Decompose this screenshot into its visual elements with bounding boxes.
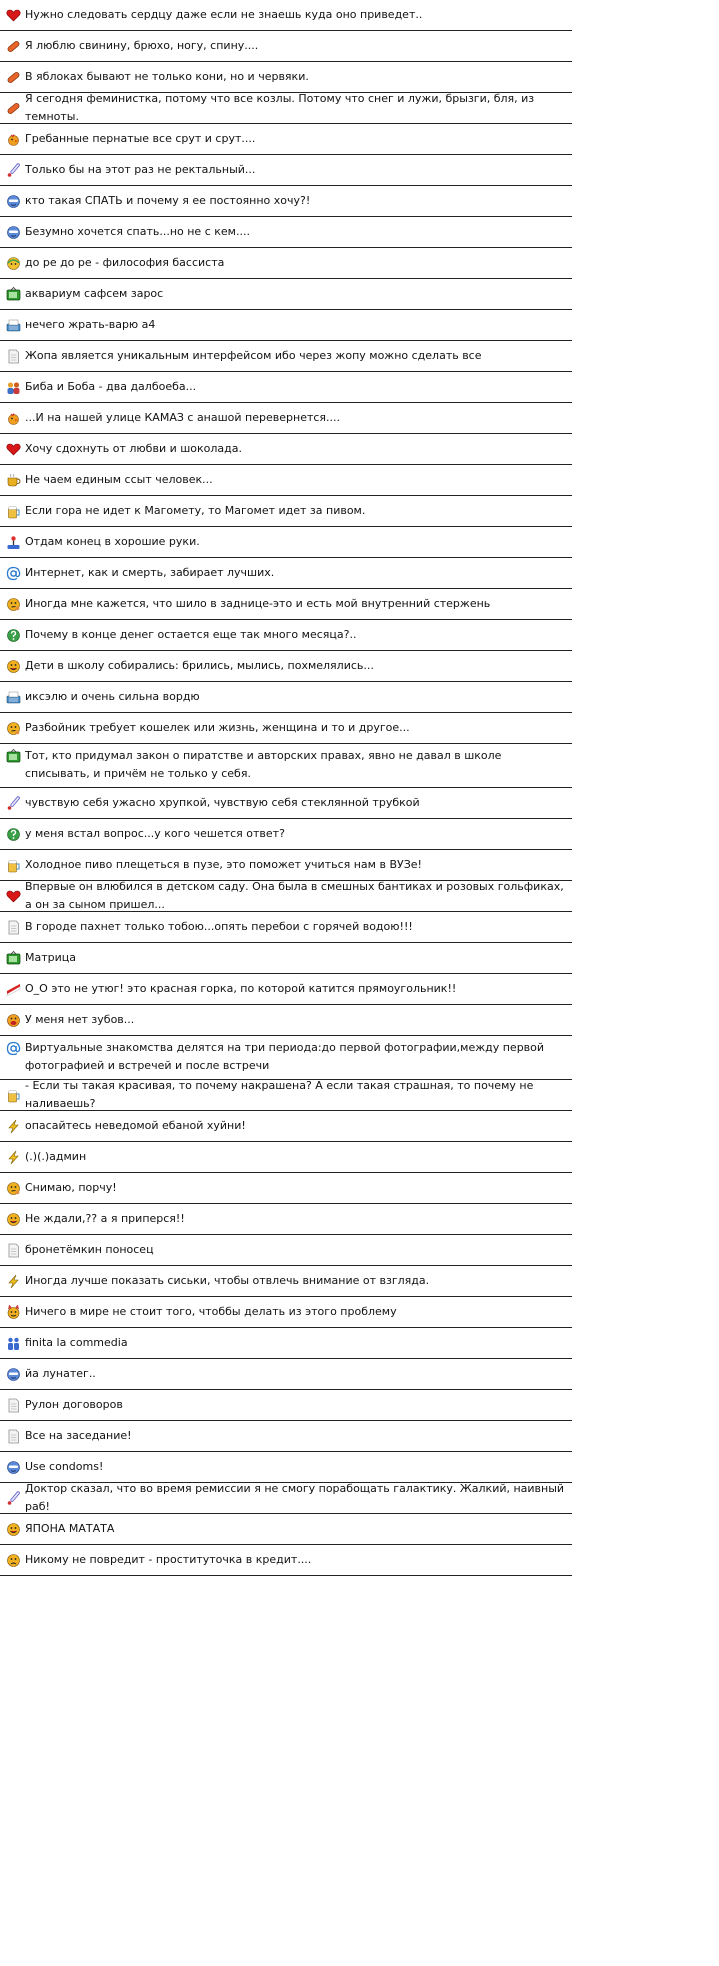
list-item <box>0 1111 572 1142</box>
heart-icon <box>6 8 21 23</box>
sad-smiley-icon <box>6 1553 21 1568</box>
sausage-icon <box>6 101 21 116</box>
thermometer-icon <box>6 796 21 811</box>
status-text: иксэлю и очень сильна вордю <box>25 690 200 703</box>
list-item <box>0 1036 572 1080</box>
status-text: нечего жрать-варю а4 <box>25 318 156 331</box>
list-item <box>0 1142 572 1173</box>
list-item <box>0 434 572 465</box>
status-text: Не чаем единым ссыт человек... <box>25 473 213 486</box>
tv-icon <box>6 287 21 302</box>
typewriter-icon <box>6 318 21 333</box>
list-item <box>0 850 572 881</box>
sleepy-smiley-icon <box>6 194 21 209</box>
status-text: Интернет, как и смерть, забирает лучших. <box>25 566 275 579</box>
list-item <box>0 912 572 943</box>
status-text: (.)(.)админ <box>25 1150 87 1163</box>
flag-icon <box>6 982 21 997</box>
lightning-icon <box>6 1274 21 1289</box>
status-text: ЯПОНА МАТАТА <box>25 1522 115 1535</box>
status-text: Если гора не идет к Магомету, то Магомет идет за пивом. <box>25 504 366 517</box>
status-text: бронетёмкин поносец <box>25 1243 154 1256</box>
coffee-icon <box>6 473 21 488</box>
status-text: Виртуальные знакомства делятся на три периода:до первой фотографии,между первой фотографией и встречей и после встречи <box>25 1041 545 1072</box>
joystick-icon <box>6 535 21 550</box>
status-text: Разбойник требует кошелек или жизнь, женщина и то и другое... <box>25 721 410 734</box>
devil-smiley-icon <box>6 1305 21 1320</box>
list-item <box>0 713 572 744</box>
status-text: Холодное пиво плещеться в пузе, это поможет учиться нам в ВУЗе! <box>25 858 422 871</box>
status-text: Все на заседание! <box>25 1429 132 1442</box>
status-text: йа лунатег.. <box>25 1367 96 1380</box>
list-item <box>0 155 572 186</box>
status-text: Доктор сказал, что во время ремиссии я не смогу порабощать галактику. Жалкий, наивный раб! <box>25 1482 565 1513</box>
thinking-smiley-icon <box>6 597 21 612</box>
list-item <box>0 1514 572 1545</box>
list-item <box>0 186 572 217</box>
status-text: Только бы на этот раз не ректальный... <box>25 163 256 176</box>
list-item <box>0 372 572 403</box>
list-item <box>0 496 572 527</box>
list-item <box>0 1452 572 1483</box>
status-text: Иногда лучше показать сиськи, чтобы отвлечь внимание от взгляда. <box>25 1274 430 1287</box>
people-icon <box>6 1336 21 1351</box>
at-icon <box>6 1041 21 1056</box>
at-icon <box>6 566 21 581</box>
status-text: О_О это не утюг! это красная горка, по которой катится прямоугольник!! <box>25 982 457 995</box>
status-text: аквариум сафсем зарос <box>25 287 164 300</box>
status-text: до ре до ре - философия бассиста <box>25 256 225 269</box>
list-item <box>0 1483 572 1514</box>
heart-icon <box>6 442 21 457</box>
status-text: Рулон договоров <box>25 1398 123 1411</box>
smiley-icon <box>6 1522 21 1537</box>
status-text: Use condoms! <box>25 1460 104 1473</box>
list-item <box>0 217 572 248</box>
status-text: finita la commedia <box>25 1336 128 1349</box>
sleepy-smiley-icon <box>6 1460 21 1475</box>
paper-icon <box>6 1429 21 1444</box>
status-text: у меня встал вопрос...у кого чешется ответ? <box>25 827 285 840</box>
status-text: Хочу сдохнуть от любви и шоколада. <box>25 442 243 455</box>
status-text: Отдам конец в хорошие руки. <box>25 535 200 548</box>
status-text: У меня нет зубов... <box>25 1013 135 1026</box>
status-text: кто такая СПАТЬ и почему я ее постоянно хочу?! <box>25 194 311 207</box>
list-item <box>0 93 572 124</box>
status-text: Я сегодня феминистка, потому что все козлы. Потому что снег и лужи, брызги, бля, из темноты. <box>25 92 535 123</box>
list-item <box>0 589 572 620</box>
sleepy-smiley-icon <box>6 225 21 240</box>
list-item <box>0 1328 572 1359</box>
status-text: Тот, кто придумал закон о пиратстве и авторских правах, явно не давал в школе списывать, и причём не только у себя. <box>25 749 502 780</box>
music-smiley-icon <box>6 256 21 271</box>
list-item <box>0 248 572 279</box>
thinking-smiley-icon <box>6 1181 21 1196</box>
question-icon <box>6 827 21 842</box>
list-item <box>0 310 572 341</box>
list-item <box>0 1005 572 1036</box>
chick-icon <box>6 411 21 426</box>
status-text: Гребанные пернатые все срут и срут.... <box>25 132 256 145</box>
list-item <box>0 1390 572 1421</box>
status-text: Ничего в мире не стоит того, чтоббы делать из этого проблему <box>25 1305 397 1318</box>
list-item <box>0 1080 572 1111</box>
sausage-icon <box>6 39 21 54</box>
sausage-icon <box>6 70 21 85</box>
smiley-icon <box>6 1212 21 1227</box>
question-icon <box>6 628 21 643</box>
status-text: Иногда мне кажется, что шило в заднице-это и есть мой внутренний стержень <box>25 597 491 610</box>
toothless-smiley-icon <box>6 1013 21 1028</box>
lightning-icon <box>6 1150 21 1165</box>
list-item <box>0 1359 572 1390</box>
status-text: - Если ты такая красивая, то почему накрашена? А если такая страшная, то почему не наливаешь? <box>25 1079 534 1110</box>
chick-icon <box>6 132 21 147</box>
list-item <box>0 31 572 62</box>
status-text: Безумно хочется спать...но не с кем.... <box>25 225 250 238</box>
tv-icon <box>6 951 21 966</box>
status-text: Впервые он влюбился в детском саду. Она была в смешных бантиках и розовых гольфиках, а он за сыном пришел... <box>25 880 564 911</box>
list-item <box>0 403 572 434</box>
paper-icon <box>6 1243 21 1258</box>
status-text: Я люблю свинину, брюхо, ногу, спину.... <box>25 39 259 52</box>
list-item <box>0 527 572 558</box>
paper-icon <box>6 1398 21 1413</box>
list-item <box>0 1421 572 1452</box>
list-item <box>0 788 572 819</box>
lightning-icon <box>6 1119 21 1134</box>
list-item <box>0 465 572 496</box>
list-item <box>0 744 572 788</box>
list-item <box>0 1204 572 1235</box>
paper-icon <box>6 920 21 935</box>
list-item <box>0 279 572 310</box>
list-item <box>0 1266 572 1297</box>
list-item <box>0 0 572 31</box>
list-item <box>0 1297 572 1328</box>
status-text: Нужно следовать сердцу даже если не знаешь куда оно приведет.. <box>25 8 423 21</box>
list-item <box>0 62 572 93</box>
typewriter-icon <box>6 690 21 705</box>
paper-icon <box>6 349 21 364</box>
list-item <box>0 881 572 912</box>
tv-icon <box>6 749 21 764</box>
beer-icon <box>6 858 21 873</box>
status-text: ...И на нашей улице КАМАЗ с анашой перевернется.... <box>25 411 341 424</box>
list-item <box>0 1235 572 1266</box>
smiley-icon <box>6 659 21 674</box>
status-text: В городе пахнет только тобою...опять перебои с горячей водою!!! <box>25 920 413 933</box>
status-text: Дети в школу собирались: брились, мылись, похмелялись... <box>25 659 374 672</box>
list-item <box>0 682 572 713</box>
list-item <box>0 124 572 155</box>
list-item <box>0 620 572 651</box>
heart-icon <box>6 889 21 904</box>
status-text: Матрица <box>25 951 76 964</box>
status-text: Не ждали,?? а я приперся!! <box>25 1212 185 1225</box>
status-text: Никому не повредит - проституточка в кредит.... <box>25 1553 312 1566</box>
list-item <box>0 341 572 372</box>
status-text: Биба и Боба - два далбоеба... <box>25 380 197 393</box>
list-item <box>0 974 572 1005</box>
beer-icon <box>6 504 21 519</box>
list-item <box>0 1545 572 1576</box>
status-text: Почему в конце денег остается еще так много месяца?.. <box>25 628 357 641</box>
list-item <box>0 558 572 589</box>
status-text: Снимаю, порчу! <box>25 1181 117 1194</box>
status-text: В яблоках бывают не только кони, но и червяки. <box>25 70 309 83</box>
list-item <box>0 1173 572 1204</box>
list-item <box>0 943 572 974</box>
status-text: опасайтесь неведомой ебаной хуйни! <box>25 1119 246 1132</box>
beer-icon <box>6 1088 21 1103</box>
list-item <box>0 819 572 850</box>
status-text: чувствую себя ужасно хрупкой, чувствую себя стеклянной трубкой <box>25 796 420 809</box>
thermometer-icon <box>6 1491 21 1506</box>
friends-icon <box>6 380 21 395</box>
list-item <box>0 651 572 682</box>
sleepy-smiley-icon <box>6 1367 21 1382</box>
thinking-smiley-icon <box>6 721 21 736</box>
status-text: Жопа является уникальным интерфейсом ибо через жопу можно сделать все <box>25 349 482 362</box>
thermometer-icon <box>6 163 21 178</box>
